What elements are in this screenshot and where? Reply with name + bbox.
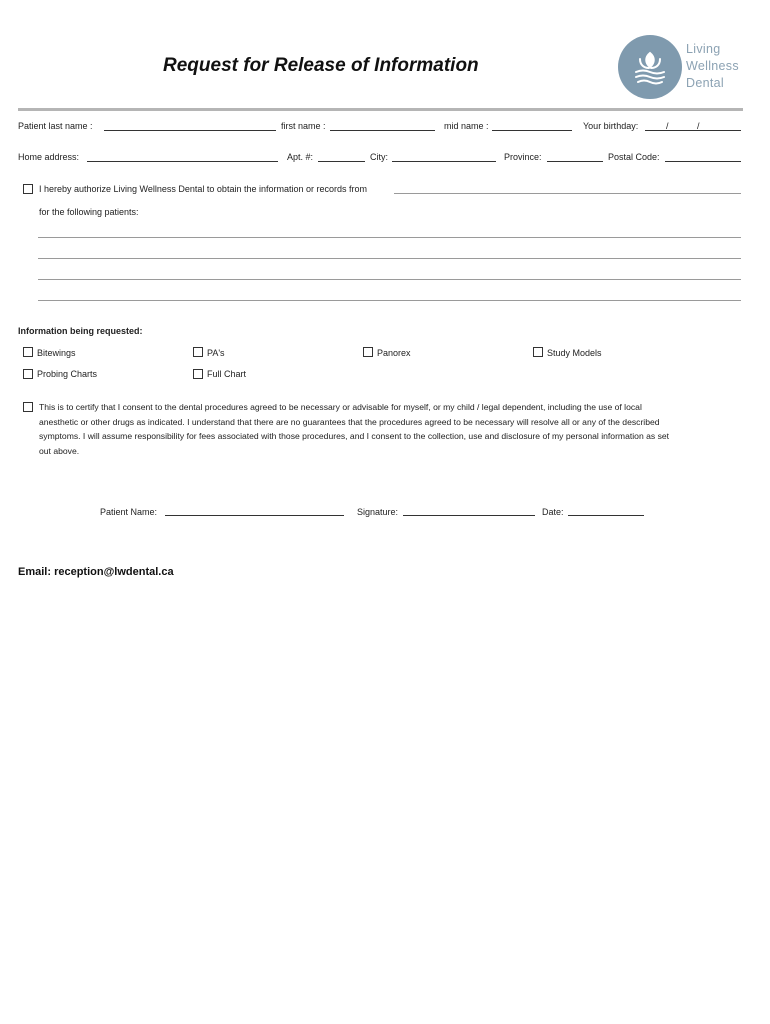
patients-line-4[interactable] [38,300,741,301]
postal-code-label: Postal Code: [608,152,660,162]
panorex-label: Panorex [377,348,411,358]
study-models-label: Study Models [547,348,602,358]
consent-text [39,400,744,458]
signature-field[interactable] [403,515,535,516]
birthday-label: Your birthday: [583,121,639,131]
postal-code-field[interactable] [665,161,741,162]
study-models-checkbox[interactable] [533,347,543,357]
probing-charts-label: Probing Charts [37,369,98,379]
province-field[interactable] [547,161,603,162]
full-chart-label: Full Chart [207,369,247,379]
consent-line-4: out above. [39,445,80,456]
signature-label: Signature: [357,507,399,517]
full-chart-checkbox[interactable] [193,369,203,379]
logo-text [686,41,739,92]
page-title: Request for Release of Information [163,55,479,76]
date-label: Date: [542,507,564,517]
panorex-checkbox[interactable] [363,347,373,357]
pas-label: PA's [207,348,225,358]
info-heading: Information being requested: [18,326,143,336]
mid-name-field[interactable] [492,130,572,131]
logo-word-2: Wellness [686,59,739,73]
home-address-field[interactable] [87,161,278,162]
logo-word-1: Living [686,42,721,56]
probing-charts-checkbox[interactable] [23,369,33,379]
consent-line-3: symptoms. I will assume responsibility for fees associated with those procedures, and I consent to the collection, use and disclosure of my personal information as set [39,431,670,441]
patient-name-label: Patient Name: [100,507,158,517]
authorize-text: I hereby authorize Living Wellness Dental to obtain the information or records from [39,184,367,194]
home-address-label: Home address: [18,152,80,162]
patients-line-3[interactable] [38,279,741,280]
first-name-field[interactable] [330,130,435,131]
header-divider [18,108,743,111]
apt-field[interactable] [318,161,365,162]
last-name-label: Patient last name : [18,121,93,131]
consent-checkbox[interactable] [23,402,33,412]
birthday-field[interactable] [645,130,741,131]
province-label: Province: [504,152,542,162]
logo-lotus-icon [618,35,682,99]
authorize-records-field[interactable] [394,193,741,194]
patients-line-2[interactable] [38,258,741,259]
apt-label: Apt. #: [287,152,314,162]
city-label: City: [370,152,388,162]
email-contact: Email: reception@lwdental.ca [18,566,174,578]
birthday-separator-2: / [697,121,700,131]
consent-line-1: This is to certify that I consent to the dental procedures agreed to be necessary or advisable for myself, or my child / legal dependent, including the use of local [39,402,642,412]
following-patients-label: for the following patients: [39,207,139,217]
pas-checkbox[interactable] [193,347,203,357]
bitewings-checkbox[interactable] [23,347,33,357]
birthday-separator-1: / [666,121,669,131]
city-field[interactable] [392,161,496,162]
patients-line-1[interactable] [38,237,741,238]
consent-line-2: anesthetic or other drugs as indicated. I understand that there are no guarantees that the procedures agreed to be necessary will resolve all or any of the described [39,416,660,427]
logo-word-3: Dental [686,76,724,90]
mid-name-label: mid name : [444,121,489,131]
authorize-checkbox[interactable] [23,184,33,194]
first-name-label: first name : [281,121,326,131]
bitewings-label: Bitewings [37,348,76,358]
last-name-field[interactable] [104,130,276,131]
patient-name-field[interactable] [165,515,344,516]
date-field[interactable] [568,515,644,516]
